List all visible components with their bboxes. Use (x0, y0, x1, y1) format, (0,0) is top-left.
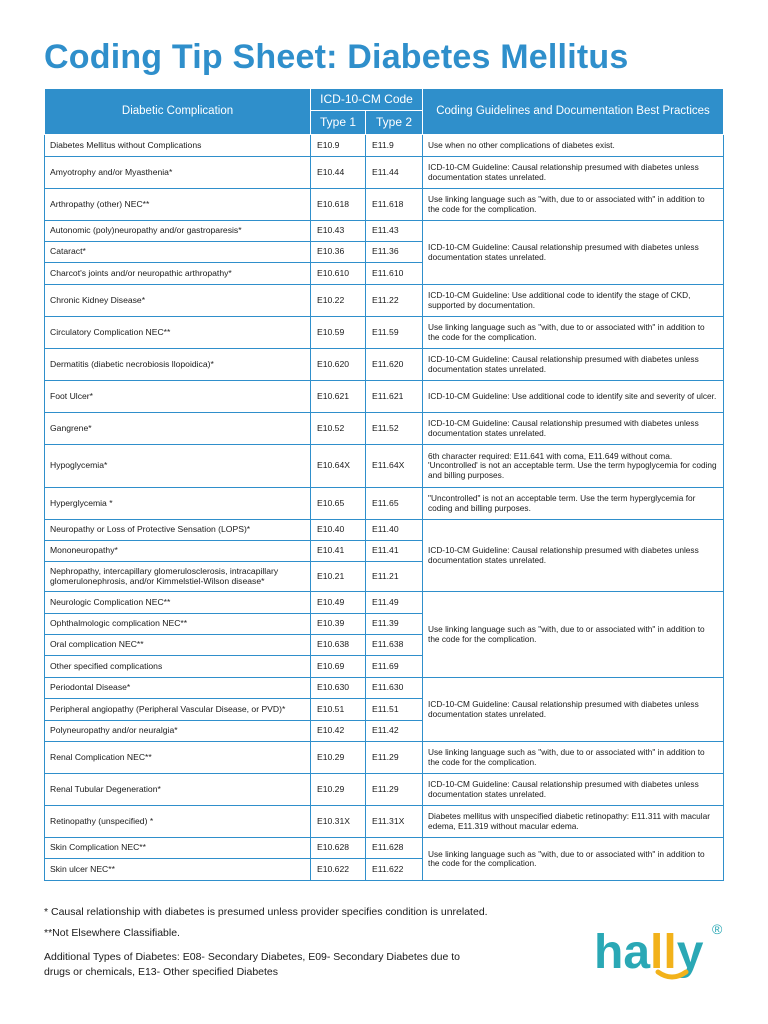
page-title: Coding Tip Sheet: Diabetes Mellitus (44, 38, 629, 76)
table-row (45, 592, 724, 614)
type2-code-cell: E11.69 (366, 656, 423, 678)
footnote-nec: **Not Elsewhere Classifiable. (44, 927, 180, 939)
type1-code-cell: E10.42 (311, 721, 366, 742)
logo-wordmark: hally (594, 926, 704, 979)
guideline-cell: ICD-10-CM Guideline: Causal relationship presumed with diabetes unless documentation states unrelated. (423, 221, 724, 285)
type1-code-cell: E10.41 (311, 541, 366, 562)
complication-cell: Peripheral angiopathy (Peripheral Vascular Disease, or PVD)* (45, 699, 311, 721)
table-row (45, 445, 724, 488)
type1-code-cell: E10.622 (311, 859, 366, 881)
type2-code-cell: E11.52 (366, 413, 423, 445)
type1-code-cell: E10.21 (311, 562, 366, 592)
complication-cell: Autonomic (poly)neuropathy and/or gastroparesis* (45, 221, 311, 242)
complication-cell: Retinopathy (unspecified) * (45, 806, 311, 838)
type2-code-cell: E11.42 (366, 721, 423, 742)
type1-code-cell: E10.630 (311, 678, 366, 699)
type1-code-cell: E10.628 (311, 838, 366, 859)
table-row (45, 488, 724, 520)
complication-cell: Neuropathy or Loss of Protective Sensation (LOPS)* (45, 520, 311, 541)
type1-code-cell: E10.618 (311, 189, 366, 221)
guideline-cell: ICD-10-CM Guideline: Use additional code to identify site and severity of ulcer. (423, 381, 724, 413)
type1-code-cell: E10.69 (311, 656, 366, 678)
type1-code-cell: E10.29 (311, 742, 366, 774)
type2-code-cell: E11.44 (366, 157, 423, 189)
type1-code-cell: E10.65 (311, 488, 366, 520)
complication-cell: Nephropathy, intercapillary glomerulosclerosis, intracapillary glomerulonephrosis, and/or Kimmelstiel-Wilson disease* (45, 562, 311, 592)
complication-cell: Cataract* (45, 242, 311, 263)
header-icd-code: ICD-10-CM Code (311, 89, 423, 111)
type1-code-cell: E10.64X (311, 445, 366, 488)
type2-code-cell: E11.620 (366, 349, 423, 381)
footnote-additional-types: Additional Types of Diabetes: E08- Secondary Diabetes, E09- Secondary Diabetes due to drugs or chemicals, E13- Other specified Diabetes (44, 951, 460, 978)
type2-code-cell: E11.622 (366, 859, 423, 881)
guideline-cell: Use linking language such as "with, due to or associated with" in addition to the code for the complication. (423, 189, 724, 221)
type1-code-cell: E10.40 (311, 520, 366, 541)
type2-code-cell: E11.621 (366, 381, 423, 413)
coding-table (44, 88, 724, 881)
table-row (45, 774, 724, 806)
type1-code-cell: E10.31X (311, 806, 366, 838)
table-row (45, 742, 724, 774)
complication-cell: Gangrene* (45, 413, 311, 445)
type2-code-cell: E11.59 (366, 317, 423, 349)
complication-cell: Dermatitis (diabetic necrobiosis llopoidica)* (45, 349, 311, 381)
complication-cell: Foot Ulcer* (45, 381, 311, 413)
guideline-cell: ICD-10-CM Guideline: Causal relationship presumed with diabetes unless documentation states unrelated. (423, 157, 724, 189)
table-row (45, 520, 724, 541)
complication-cell: Skin ulcer NEC** (45, 859, 311, 881)
type1-code-cell: E10.621 (311, 381, 366, 413)
type2-code-cell: E11.41 (366, 541, 423, 562)
table-row (45, 806, 724, 838)
type2-code-cell: E11.31X (366, 806, 423, 838)
complication-cell: Other specified complications (45, 656, 311, 678)
table-row (45, 381, 724, 413)
hally-logo (592, 918, 732, 982)
complication-cell: Mononeuropathy* (45, 541, 311, 562)
type1-code-cell: E10.610 (311, 263, 366, 285)
table-row (45, 838, 724, 859)
header-guidelines: Coding Guidelines and Documentation Best Practices (423, 89, 724, 135)
type2-code-cell: E11.9 (366, 135, 423, 157)
header-type-2: Type 2 (366, 111, 423, 135)
type1-code-cell: E10.620 (311, 349, 366, 381)
type1-code-cell: E10.59 (311, 317, 366, 349)
table-row (45, 157, 724, 189)
guideline-cell: Diabetes mellitus with unspecified diabetic retinopathy: E11.311 with macular edema, E11.319 without macular edema. (423, 806, 724, 838)
type1-code-cell: E10.44 (311, 157, 366, 189)
registered-mark: ® (712, 921, 723, 937)
type2-code-cell: E11.65 (366, 488, 423, 520)
hally-logo-mark (592, 918, 732, 982)
complication-cell: Skin Complication NEC** (45, 838, 311, 859)
type2-code-cell: E11.618 (366, 189, 423, 221)
complication-cell: Renal Tubular Degeneration* (45, 774, 311, 806)
table-row (45, 189, 724, 221)
complication-cell: Charcot's joints and/or neuropathic arthropathy* (45, 263, 311, 285)
type2-code-cell: E11.43 (366, 221, 423, 242)
complication-cell: Hypoglycemia* (45, 445, 311, 488)
guideline-cell: ICD-10-CM Guideline: Causal relationship presumed with diabetes unless documentation states unrelated. (423, 349, 724, 381)
complication-cell: Chronic Kidney Disease* (45, 285, 311, 317)
table-row (45, 317, 724, 349)
type2-code-cell: E11.610 (366, 263, 423, 285)
header-type-1: Type 1 (311, 111, 366, 135)
guideline-cell: Use linking language such as "with, due to or associated with" in addition to the code for the complication. (423, 838, 724, 881)
type1-code-cell: E10.638 (311, 635, 366, 656)
guideline-cell: "Uncontrolled" is not an acceptable term. Use the term hyperglycemia for coding and billing purposes. (423, 488, 724, 520)
type2-code-cell: E11.40 (366, 520, 423, 541)
type1-code-cell: E10.29 (311, 774, 366, 806)
guideline-cell: Use linking language such as "with, due to or associated with" in addition to the code for the complication. (423, 742, 724, 774)
complication-cell: Polyneuropathy and/or neuralgia* (45, 721, 311, 742)
type1-code-cell: E10.52 (311, 413, 366, 445)
guideline-cell: Use linking language such as "with, due to or associated with" in addition to the code for the complication. (423, 592, 724, 678)
table-row (45, 135, 724, 157)
header-complication: Diabetic Complication (45, 89, 311, 135)
type1-code-cell: E10.49 (311, 592, 366, 614)
complication-cell: Renal Complication NEC** (45, 742, 311, 774)
complication-cell: Ophthalmologic complication NEC** (45, 614, 311, 635)
complication-cell: Hyperglycemia * (45, 488, 311, 520)
type2-code-cell: E11.630 (366, 678, 423, 699)
guideline-cell: ICD-10-CM Guideline: Causal relationship presumed with diabetes unless documentation states unrelated. (423, 520, 724, 592)
complication-cell: Diabetes Mellitus without Complications (45, 135, 311, 157)
type1-code-cell: E10.51 (311, 699, 366, 721)
complication-cell: Oral complication NEC** (45, 635, 311, 656)
type1-code-cell: E10.39 (311, 614, 366, 635)
guideline-cell: ICD-10-CM Guideline: Causal relationship presumed with diabetes unless documentation states unrelated. (423, 413, 724, 445)
type1-code-cell: E10.9 (311, 135, 366, 157)
type2-code-cell: E11.29 (366, 742, 423, 774)
guideline-cell: ICD-10-CM Guideline: Use additional code to identify the stage of CKD, supported by documentation. (423, 285, 724, 317)
table-row (45, 285, 724, 317)
type1-code-cell: E10.22 (311, 285, 366, 317)
table-row (45, 678, 724, 699)
table-row (45, 413, 724, 445)
guideline-cell: ICD-10-CM Guideline: Causal relationship presumed with diabetes unless documentation states unrelated. (423, 774, 724, 806)
type2-code-cell: E11.21 (366, 562, 423, 592)
type2-code-cell: E11.49 (366, 592, 423, 614)
type2-code-cell: E11.22 (366, 285, 423, 317)
type2-code-cell: E11.64X (366, 445, 423, 488)
guideline-cell: ICD-10-CM Guideline: Causal relationship presumed with diabetes unless documentation states unrelated. (423, 678, 724, 742)
type2-code-cell: E11.39 (366, 614, 423, 635)
complication-cell: Amyotrophy and/or Myasthenia* (45, 157, 311, 189)
complication-cell: Arthropathy (other) NEC** (45, 189, 311, 221)
type2-code-cell: E11.36 (366, 242, 423, 263)
guideline-cell: 6th character required: E11.641 with coma, E11.649 without coma. 'Uncontrolled' is not an acceptable term. Use the term hypoglycemia for coding and billing purposes. (423, 445, 724, 488)
complication-cell: Neurologic Complication NEC** (45, 592, 311, 614)
guideline-cell: Use when no other complications of diabetes exist. (423, 135, 724, 157)
type2-code-cell: E11.628 (366, 838, 423, 859)
footnote-presumed: * Causal relationship with diabetes is presumed unless provider specifies condition is unrelated. (44, 906, 488, 918)
complication-cell: Circulatory Complication NEC** (45, 317, 311, 349)
type2-code-cell: E11.51 (366, 699, 423, 721)
type2-code-cell: E11.638 (366, 635, 423, 656)
type1-code-cell: E10.36 (311, 242, 366, 263)
type1-code-cell: E10.43 (311, 221, 366, 242)
type2-code-cell: E11.29 (366, 774, 423, 806)
complication-cell: Periodontal Disease* (45, 678, 311, 699)
guideline-cell: Use linking language such as "with, due to or associated with" in addition to the code for the complication. (423, 317, 724, 349)
table-row (45, 221, 724, 242)
table-row (45, 349, 724, 381)
